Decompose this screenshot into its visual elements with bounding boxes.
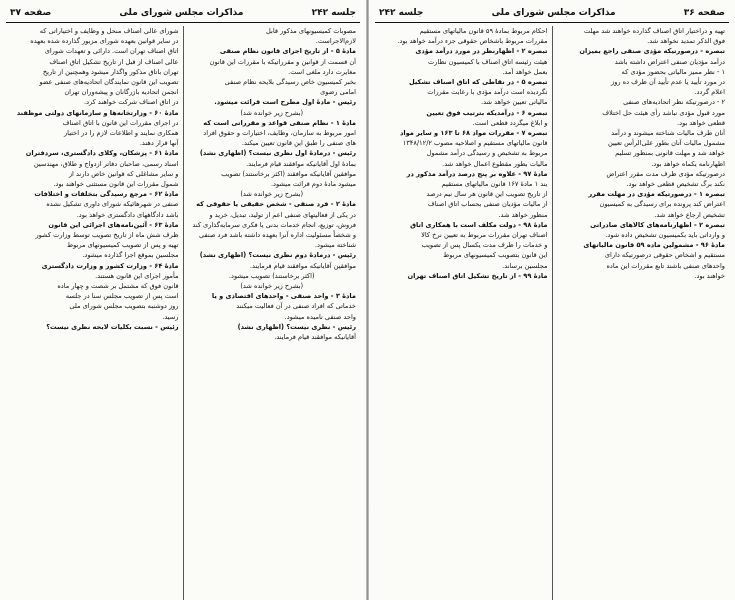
text-line: بخبر کمیسیون خاص رسیدگی بلایحه نظام صنفی: [224, 78, 356, 87]
text-line: قطعی خواهد بود.: [677, 118, 725, 127]
left-page-number: صفحه ۳۷: [10, 8, 52, 18]
text-line: مادۀ ۶۳ - آئین‌نامه‌های اجرائی این قانون: [48, 220, 179, 229]
text-line: مورد قبول مؤدی نباشد رأی هیئت حل اختلاف: [602, 108, 725, 117]
text-line: در مورد تأیید یا عدم تأیید آن ظرف ده روز: [611, 78, 725, 87]
text-line: آقایانیکه موافقند قیام فرمایند.: [274, 333, 356, 342]
text-line: امامی رضوی: [320, 88, 356, 97]
text-line: تهران باتاق مذکور واگذار میشود وهمچنین از تاریخ: [42, 67, 179, 76]
text-line: تهیه و پس از تصویب کمیسیونهای مربوط: [67, 241, 179, 250]
text-line: مادۀ ۶۰ - وزارتخانه‌ها و سازمانهای دولتی موظفند: [16, 108, 179, 117]
text-line: موافقین آقایانیکه موافقند (اکثر برخاستند) تصویب: [221, 169, 356, 178]
text-line: آنها قرار دهند.: [139, 139, 179, 148]
text-line: در سایر قوانین بعهده شورای مزبور گذارده شده بعهده: [30, 37, 179, 46]
text-line: باشد دادگاههای دادگستری خواهد بود.: [76, 210, 179, 219]
left-col-right: [184, 26, 361, 600]
text-line: ۱ - نظر ممیز مالیاتی بحضور مؤدی که: [621, 67, 725, 76]
text-line: مستقیم و اشخاص حقوقی درصورتیکه دارای: [604, 251, 725, 260]
text-line: مادۀ ۲ - فرد صنفی - شخص حقیقی یا حقوقی که: [196, 200, 356, 209]
text-line: (اکثر برخاستند) تصویب میشود.: [228, 271, 315, 280]
text-line: موافقین آقایانیکه موافقند قیام فرمایند.: [249, 261, 356, 270]
text-line: مشمول مالیات آنان بطور علی‌الرأس تعیین: [607, 139, 725, 148]
text-line: همکاری نمایند و اطلاعات لازم را در اختیار: [64, 129, 179, 138]
text-line: بند ۱ مادۀ ۱۶۷ قانون مالیاتهای مستقیم: [441, 180, 548, 189]
text-line: تبصره ۲ - اظهارنظر در مورد درآمد مؤدی: [415, 47, 548, 56]
text-line: واحد صنفی نامیده میشود.: [284, 312, 356, 321]
text-line: انجمن اتحادیه بازرگانان و پیشه‌وران تهران: [64, 88, 179, 97]
text-line: در یکی از فعالیتهای صنفی اعم از تولید، تبدیل، خرید و: [209, 210, 356, 219]
text-line: و شخصاً مسئولیت اداره آنرا بعهده داشته باشد فرد صنفی: [199, 231, 356, 240]
text-line: شناخته میشود.: [314, 241, 356, 250]
text-line: مادۀ ۹۸ - دولت مکلف است با همکاری اتاق: [410, 220, 548, 229]
text-line: درآمد مؤدیان صنفی اعتراض داشته باشد: [614, 57, 725, 66]
text-line: از مالیات مؤدیان صنفی بحساب اتاق اصناف: [427, 200, 548, 209]
text-line: اظهارنامه یکماه خواهد بود.: [651, 159, 725, 168]
left-page-header: [6, 4, 360, 23]
text-line: رسید.: [162, 312, 179, 321]
text-line: اعتراض کند پرونده برای رسیدگی به کمیسیون: [599, 200, 725, 209]
text-line: تبصره ۶ - درآمدیکه بترتیب فوق تعیین: [426, 108, 548, 117]
text-line: شورای عالی اصناف منحل و وظایف و اختیاراتی که: [39, 27, 179, 35]
text-line: روز دوشنبه بتصویب مجلس شورای ملی: [69, 302, 179, 311]
text-line: مغایرت دارد ملغی است.: [288, 67, 356, 76]
text-line: مأمور اجرای این قانون هستند.: [95, 271, 179, 280]
text-line: مادۀ ۶۱ - پزشکان، وکلای دادگستری، سردفتران: [25, 149, 179, 158]
text-line: و وارداتی باید بکمیسیون تشخیص داده شود.: [605, 231, 725, 240]
text-line: منظور خواهد شد.: [498, 210, 548, 219]
text-line: در اتاق اصناف شرکت خواهند کرد.: [84, 98, 179, 107]
text-line: آنان طرف مالیات شناخته میشوند و درآمد: [611, 129, 725, 138]
text-line: امور مربوط به سازمان، وظایف، اختیارات و حقوق افراد: [203, 129, 356, 138]
left-page: [0, 0, 366, 600]
text-line: مادۀ ۵ - از تاریخ اجرای قانون نظام صنفی: [219, 47, 356, 56]
text-line: های صنفی را طبق این قانون تعیین میکند.: [241, 139, 356, 148]
text-line: اعلام گردد.: [694, 88, 725, 97]
text-line: مجلسین بموقع اجرا گذارده میشود.: [82, 251, 179, 260]
text-line: مجلسین برساند.: [502, 261, 548, 270]
text-line: اتاق اصناف تهران است. دارائی و تعهدات شورای: [44, 47, 179, 56]
text-line: قانون مالیاتهای مستقیم و اصلاحیه مصوب ۱۳۴۸/۱۲/۲: [402, 139, 548, 148]
text-line: ظرف شش ماه از تاریخ تصویب توسط وزارت کشور: [35, 231, 179, 240]
text-line: و خدمات را ظرف مدت یکسال پس از تصویب: [421, 241, 548, 250]
text-line: (بشرح زیر خوانده شد): [240, 282, 304, 291]
text-line: عالی اصناف از قبل از تاریخ تشکیل اتاق اصناف: [49, 57, 179, 66]
text-line: نکند برگ تشخیص قطعی خواهد بود.: [626, 180, 725, 189]
left-col-left: [6, 26, 184, 600]
right-col-right: [553, 26, 730, 600]
text-line: در اجرای مقررات این قانون با اتاق اصناف: [62, 118, 179, 127]
right-title: مذاکرات مجلس شورای ملی: [491, 8, 616, 18]
text-line: خدماتی که افراد صنفی در آن فعالیت میکنند: [236, 302, 356, 311]
text-line: تصویب این قانون نمایندگان اتحادیه‌های صنفی عضو: [39, 78, 179, 87]
text-line: تبصره ۲ - اظهارنامه‌های کالاهای صادراتی: [590, 220, 725, 229]
left-title: مذاکرات مجلس شورای ملی: [119, 8, 244, 18]
left-columns: [6, 26, 360, 600]
text-line: است پس از تصویب مجلس سنا در جلسه: [65, 292, 179, 301]
text-line: مادۀ ۹۹ - از تاریخ تشکیل اتاق اصناف تهران: [407, 271, 548, 280]
text-line: مادۀ ۳ - واحد صنفی - واحدهای اقتصادی و یا: [211, 292, 356, 301]
text-line: هیئت رئیسه اتاق اصناف با کمیسیون نظارت: [427, 57, 548, 66]
text-line: تبصره ۷ - مقررات مواد ۶۸ تا ۱۶۳ و سایر مواد: [400, 129, 548, 138]
right-page-number: صفحه ۳۶: [683, 8, 725, 18]
text-line: مادۀ ۹۶ - مشمولین ماده ۵۹ قانون مالیاتهای: [583, 241, 725, 250]
text-line: مادۀ ۶۲ - مرجع رسیدگی بتخلفات و اختلافات: [34, 190, 179, 199]
text-line: رئیس - درمادۀ دوم نظری نیست؟ (اظهاری نشد): [199, 251, 356, 260]
text-line: اسناد رسمی، صاحبان دفاتر ازدواج و طلاق، مهندسین: [33, 159, 179, 168]
text-line: تشخیص ارجاع خواهد شد.: [654, 210, 725, 219]
text-line: مربوط به تشخیص و رسیدگی درآمد مشمول: [426, 149, 548, 158]
right-page: [369, 0, 735, 600]
text-line: مقررات مربوط باشخاص حقوقی جزء درآمد خواهد بود.: [397, 37, 548, 46]
text-line: نگردیده است درآمد مؤدی با رعایت مقررات: [427, 88, 548, 97]
text-line: تبصره ۵ - در نقاطی که اتاق اصناف تشکیل: [408, 78, 548, 87]
text-line: (بشرح زیر خوانده شد): [240, 190, 304, 199]
text-line: لازم‌الاجراست.: [315, 37, 356, 46]
text-line: درصورتیکه مؤدی ظرف مدت مقرر اعتراض: [606, 169, 725, 178]
text-line: بمادۀ اول آقایانیکه موافقند قیام فرمایند.: [246, 159, 356, 168]
text-line: رئیس - نسبت بکلیات لایحه نظری نیست؟: [46, 322, 179, 331]
text-line: میشود مادۀ دوم قرائت میشود.: [270, 180, 356, 189]
text-line: از تاریخ تصویب این قانون هر سال نیم درصد: [426, 190, 548, 199]
text-line: قانون فوق که مشتمل بر شصت و چهار ماده: [57, 282, 179, 291]
text-line: تهیه و دراختیار اتاق اصناف گذارده خواهند شد مهلت: [583, 27, 725, 35]
text-line: رئیس - درمادۀ اول نظری نیست؟ (اظهاری نشد): [199, 149, 356, 158]
text-line: بعمل خواهد آمد.: [502, 67, 548, 76]
text-line: رئیس - مادۀ اول مطرح است قرائت میشود.: [214, 98, 356, 107]
text-line: این قانون بتصویب کمیسیونهای مربوط: [443, 251, 548, 260]
text-line: رئیس - نظری نیست؟ (اظهاری نشد): [237, 322, 356, 331]
right-session-label: جلسه ۲۴۲: [379, 8, 424, 18]
text-line: مادۀ ۱ - نظام صنفی قواعد و مقرراتی است که: [203, 118, 356, 127]
text-line: آن قسمت از قوانین و مقرراتیکه با مقررات این قانون: [209, 57, 356, 66]
left-session-label: جلسه ۲۴۲: [311, 8, 356, 18]
right-columns: [375, 26, 729, 600]
text-line: صنفی در شهرهائیکه شورای داوری تشکیل نشده: [46, 200, 179, 209]
text-line: ۲ - درصورتیکه نظر اتحادیه‌های صنفی: [623, 98, 725, 107]
text-line: خواهد شد و مهلت قانونی بمنظور تسلیم: [615, 149, 725, 158]
text-line: تبصره - درصورتیکه مؤدی صنفی راجع بمیزان: [579, 47, 725, 56]
text-line: فوق الذکر تمدید نخواهد شد.: [647, 37, 725, 46]
text-line: شمول مقررات این قانون مستثنی خواهند بود.: [53, 180, 179, 189]
text-line: خواهند بود.: [694, 271, 725, 280]
text-line: واحدهای صنفی باشند تابع مقررات این ماده: [606, 261, 725, 270]
right-page-header: [375, 4, 729, 23]
text-line: و ابلاغ میگردد قطعی است.: [472, 118, 548, 127]
text-line: مالیاتی تعیین خواهد شد.: [480, 98, 548, 107]
text-line: مالیات بطور مقطوع اعمال خواهد شد.: [442, 159, 548, 168]
text-line: فروش، توزیع، انجام خدمات بدنی یا فکری سرمایه‌گذاری کند: [192, 220, 356, 229]
text-line: و سایر مشاغلی که قوانین خاص دارند از: [68, 169, 179, 178]
text-line: مصوبات کمیسیونهای مذکور قابل: [266, 27, 356, 35]
text-line: تبصره ۱ - درصورتیکه مؤدی در مهلت مقرر: [588, 190, 725, 199]
text-line: اصناف تهران مقررات مربوط به تعیین نرخ کالا: [421, 231, 548, 240]
text-line: (بشرح زیر خوانده شد): [240, 108, 304, 117]
right-col-left: [375, 26, 553, 600]
text-line: مادۀ ۹۷ - علاوه بر پنج درصد درآمد مذکور در: [406, 169, 548, 178]
text-line: احکام مربوط بمادۀ ۵۹ قانون مالیاتهای مستقیم: [419, 27, 548, 35]
text-line: مادۀ ۶۴ - وزارت کشور و وزارت دادگستری: [41, 261, 179, 270]
